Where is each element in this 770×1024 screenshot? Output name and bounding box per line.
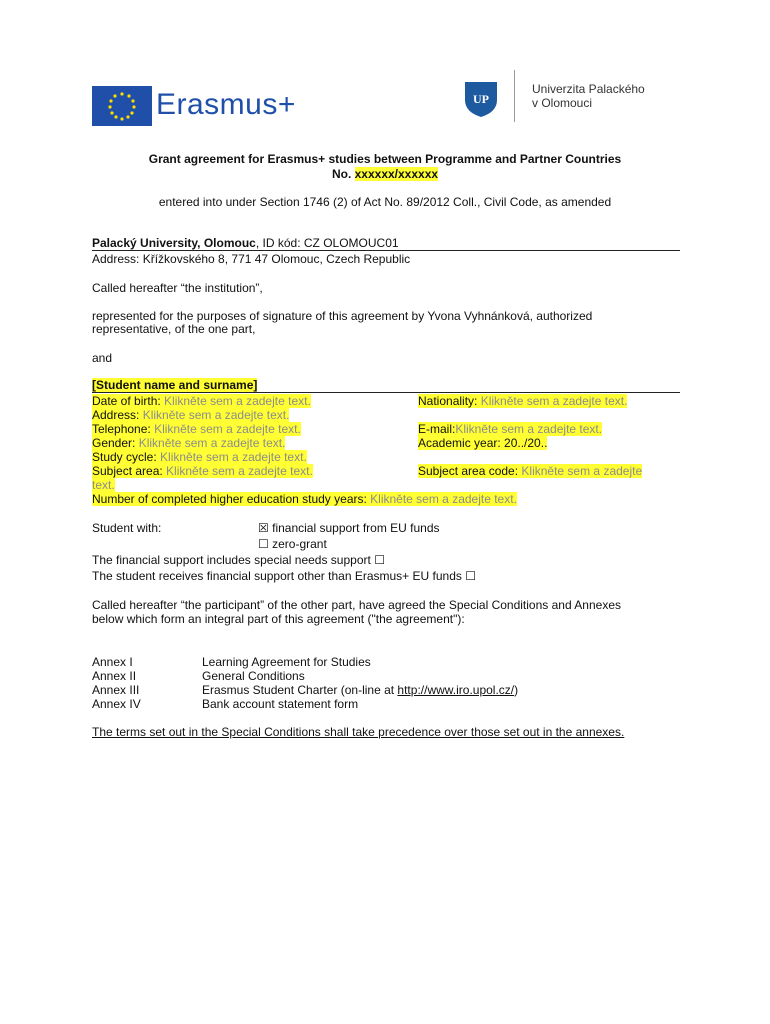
telephone-row[interactable]: Telephone: Klikněte sem a zadejte text. (92, 422, 301, 436)
annex-label-3: Annex III (92, 683, 140, 697)
university-shield-icon (462, 78, 500, 118)
iro-link[interactable]: http://www.iro.upol.cz/ (397, 683, 515, 697)
special-needs-row[interactable]: The financial support includes special needs support ☐ (92, 553, 385, 567)
annex-desc-4: Bank account statement form (202, 697, 359, 711)
institution-called: Called hereafter “the institution”, (92, 281, 263, 295)
subject-code-row[interactable]: Subject area code: Klikněte sem a zadejte (418, 464, 643, 478)
institution-rule (92, 250, 680, 251)
higher-edu-row[interactable]: Number of completed higher education study years: Klikněte sem a zadejte text. (92, 492, 517, 506)
financial-support-option[interactable]: ☒ financial support from EU funds (258, 521, 440, 535)
university-logo (462, 70, 652, 126)
subject-area-field: Klikněte sem a zadejte text. (166, 464, 313, 478)
university-name-line2: v Olomouci (532, 96, 593, 110)
nationality-row[interactable]: Nationality: Klikněte sem a zadejte text. (418, 394, 628, 408)
telephone-field: Klikněte sem a zadejte text. (154, 422, 301, 436)
study-cycle-row[interactable]: Study cycle: Klikněte sem a zadejte text. (92, 450, 307, 464)
and-text: and (92, 351, 113, 365)
logo-divider (514, 70, 515, 122)
other-support-row[interactable]: The student receives financial support other than Erasmus+ EU funds ☐ (92, 569, 476, 583)
institution-name: Palacký University, Olomouc, ID kód: CZ OLOMOUC01 (92, 236, 399, 250)
subject-area-tail: text. (92, 478, 115, 492)
participant-line2: below which form an integral part of this agreement ("the agreement"): (92, 612, 465, 626)
university-emblem-letters: UP (473, 92, 489, 106)
gender-field: Klikněte sem a zadejte text. (138, 436, 286, 450)
dob-row[interactable]: Date of birth: Klikněte sem a zadejte text. (92, 394, 311, 408)
address-row[interactable]: Address: Klikněte sem a zadejte text. (92, 408, 290, 422)
agreement-subtitle: entered into under Section 1746 (2) of Act No. 89/2012 Coll., Civil Code, as amended (158, 195, 612, 209)
zero-grant-option[interactable]: ☐ zero-grant (258, 537, 327, 551)
higher-edu-field: Klikněte sem a zadejte text. (370, 492, 517, 506)
email-row[interactable]: E-mail:Klikněte sem a zadejte text. (418, 422, 603, 436)
dob-field: Klikněte sem a zadejte text. (164, 394, 311, 408)
other-support-checkbox-icon[interactable]: ☐ (465, 569, 476, 583)
title-line2: No. xxxxxx/xxxxxx (331, 167, 439, 181)
agreement-title (60, 152, 710, 182)
represented-line2: representative, of the one part, (92, 322, 256, 336)
nationality-field: Klikněte sem a zadejte text. (480, 394, 628, 408)
erasmus-logo (92, 86, 296, 126)
student-heading: [Student name and surname] (92, 378, 258, 392)
precedence-statement: The terms set out in the Special Conditions shall take precedence over those set out in the annexes. (92, 725, 625, 739)
gender-row[interactable]: Gender: Klikněte sem a zadejte text. (92, 436, 286, 450)
annex-desc-3: Erasmus Student Charter (on-line at http://www.iro.upol.cz/) (202, 683, 519, 697)
eu-flag-icon (92, 86, 152, 126)
title-line1: Grant agreement for Erasmus+ studies between Programme and Partner Countries (148, 152, 622, 166)
annex-desc-1: Learning Agreement for Studies (202, 655, 371, 669)
checked-box-icon[interactable]: ☒ (258, 521, 269, 535)
erasmus-brand-text: Erasmus+ (156, 88, 296, 121)
annex-label-4: Annex IV (92, 697, 141, 711)
student-rule (92, 392, 680, 393)
participant-line1: Called hereafter “the participant” of the other part, have agreed the Special Conditions and Annexes (92, 598, 622, 612)
address-field: Klikněte sem a zadejte text. (142, 408, 290, 422)
institution-address: Address: Křížkovského 8, 771 47 Olomouc, Czech Republic (92, 252, 411, 266)
annex-desc-2: General Conditions (202, 669, 305, 683)
annex-label-1: Annex I (92, 655, 133, 669)
represented-line1: represented for the purposes of signature of this agreement by Yvona Vyhnánková, authorized (92, 309, 593, 323)
email-field: Klikněte sem a zadejte text. (455, 422, 603, 436)
study-cycle-field: Klikněte sem a zadejte text. (160, 450, 307, 464)
subject-area-row[interactable]: Subject area: Klikněte sem a zadejte text. (92, 464, 313, 478)
special-needs-checkbox-icon[interactable]: ☐ (374, 553, 385, 567)
academic-year-row[interactable]: Academic year: 20../20.. (418, 436, 548, 450)
subject-code-field: Klikněte sem a zadejte (521, 464, 643, 478)
agreement-number: xxxxxx/xxxxxx (354, 167, 439, 181)
student-with-label: Student with: (92, 521, 162, 535)
unchecked-box-icon[interactable]: ☐ (258, 537, 269, 551)
annex-label-2: Annex II (92, 669, 137, 683)
university-name-line1: Univerzita Palackého (532, 82, 645, 96)
